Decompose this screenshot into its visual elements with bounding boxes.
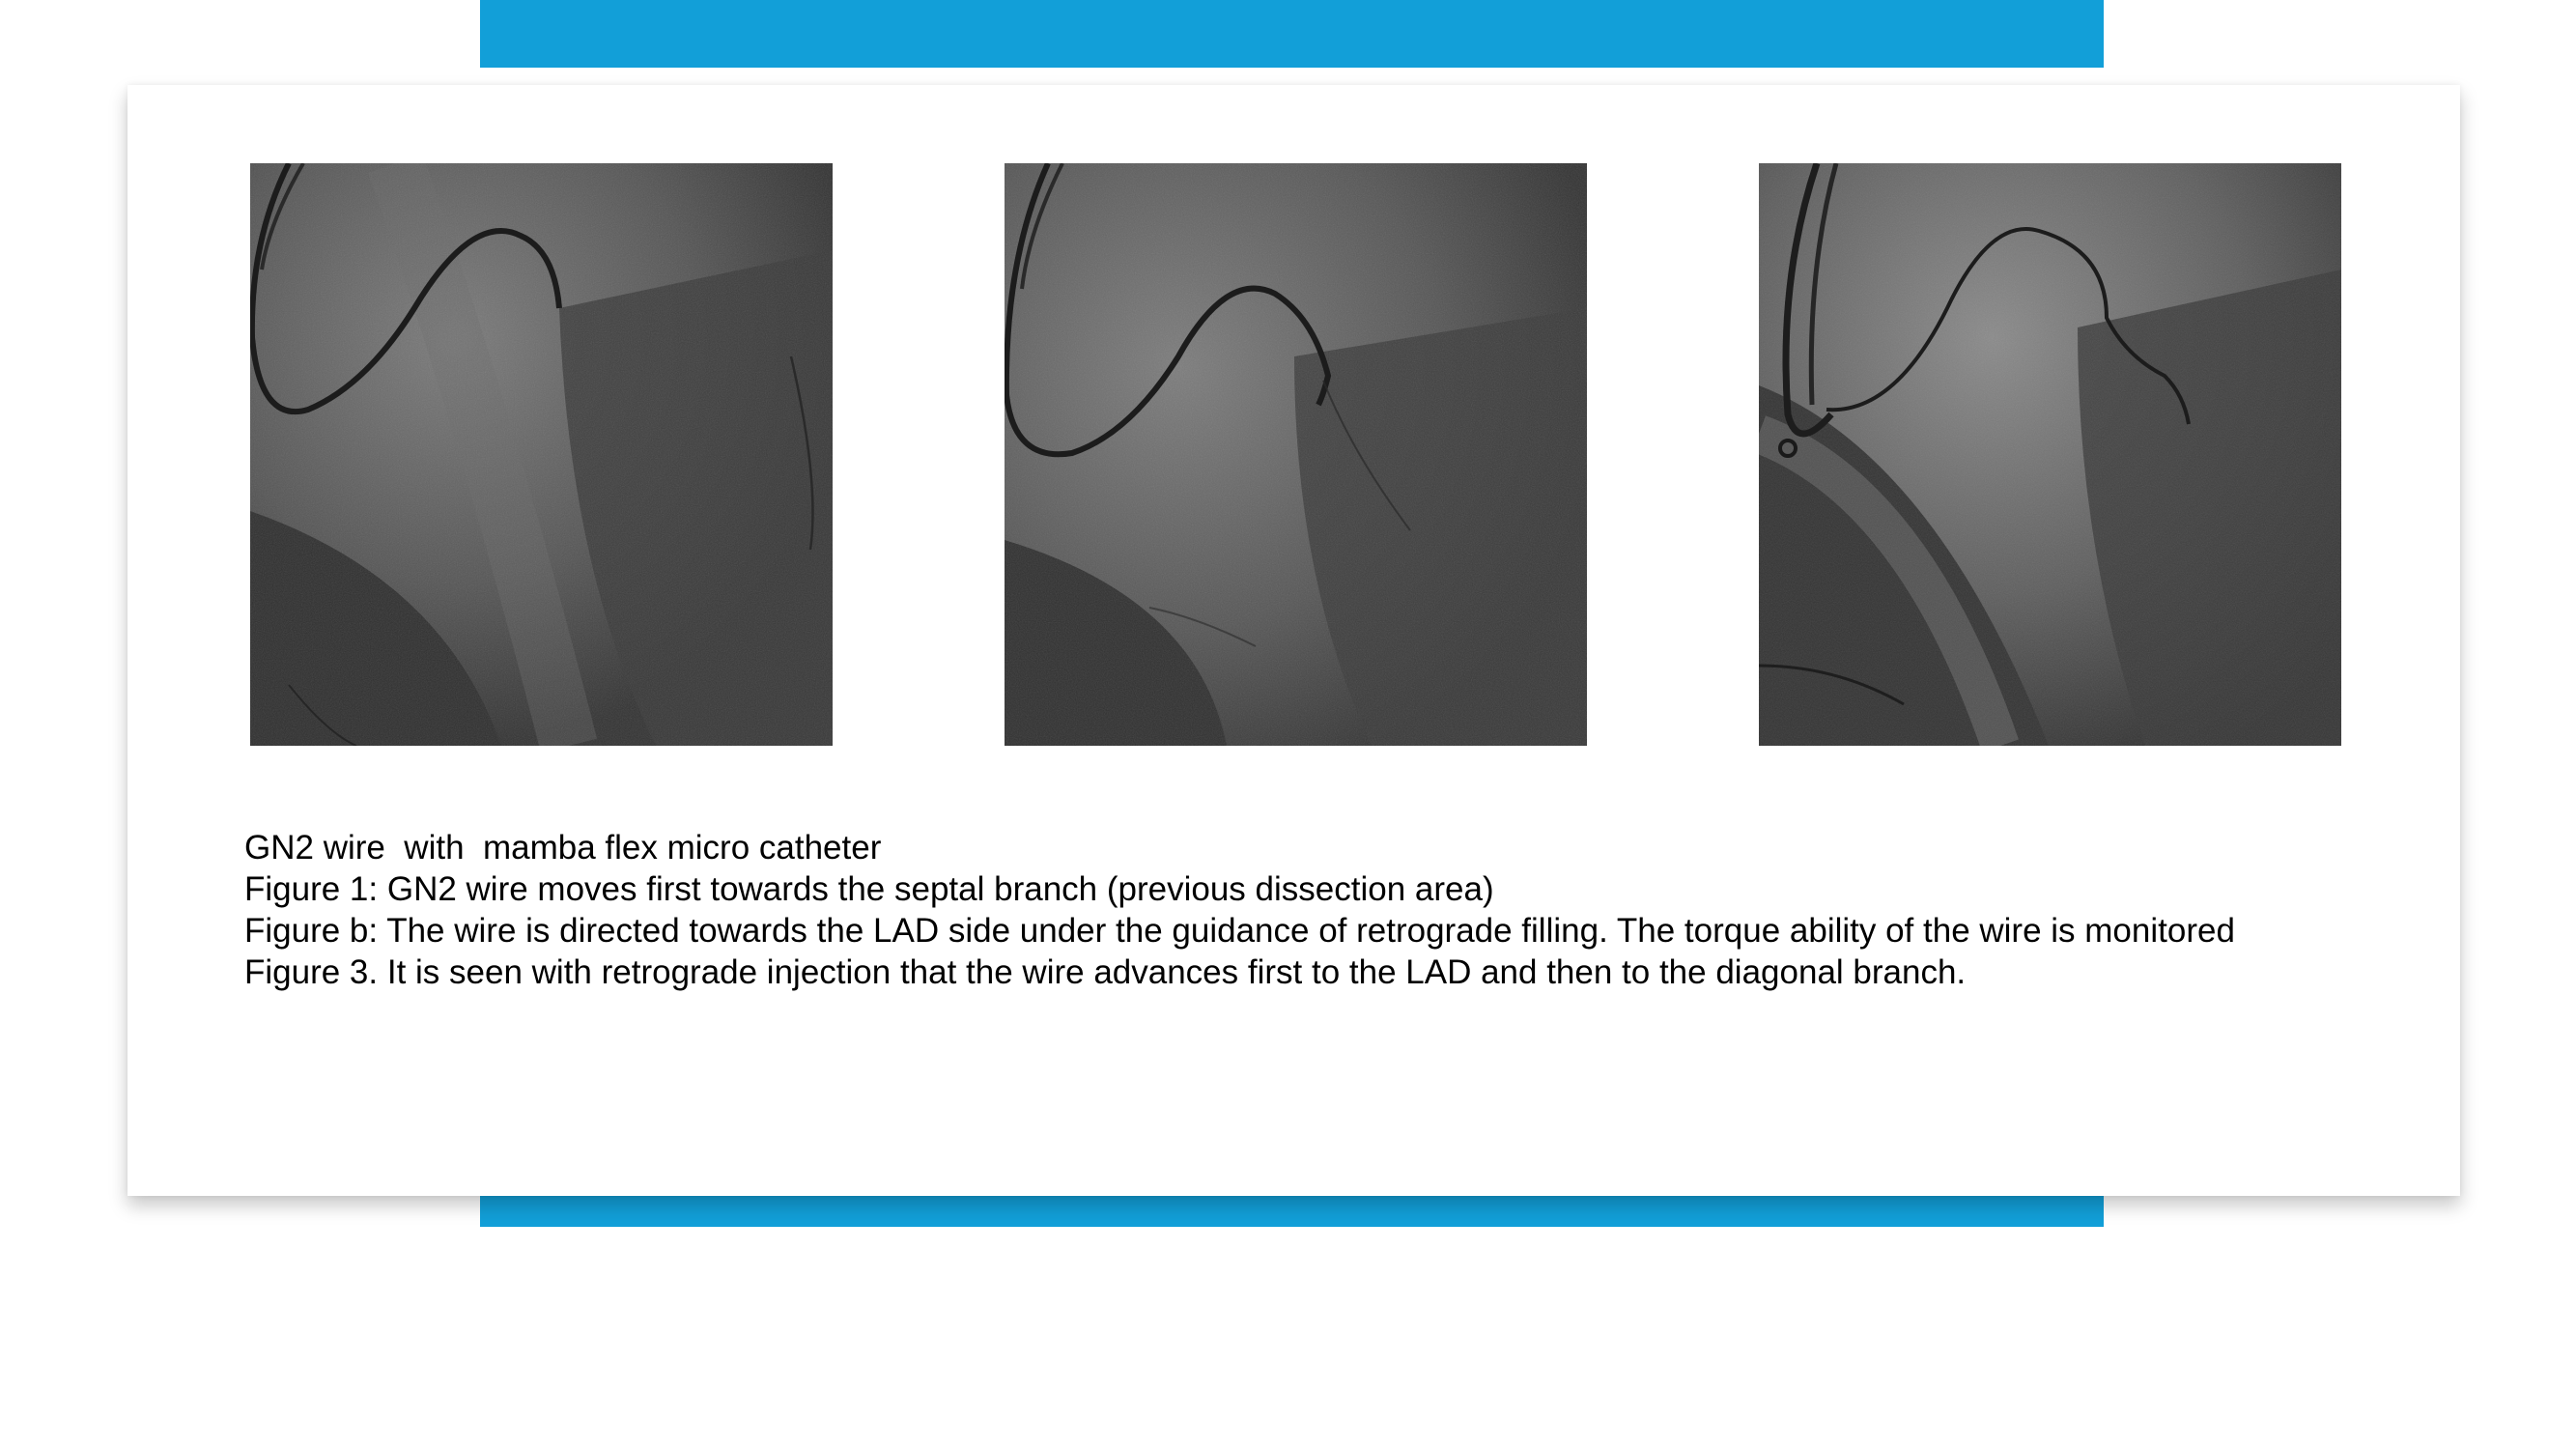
caption-line-1: GN2 wire with mamba flex micro catheter xyxy=(244,829,882,867)
caption-line-3: Figure b: The wire is directed towards the LAD side under the guidance of retrograde filling. The torque ability of the wire is monitored xyxy=(244,912,2235,950)
angiogram-figure-3 xyxy=(1759,163,2341,746)
caption-line-2: Figure 1: GN2 wire moves first towards the septal branch (previous dissection area) xyxy=(244,870,1494,908)
angiogram-figure-1 xyxy=(250,163,833,746)
content-card xyxy=(127,85,2460,1196)
angiogram-figure-2 xyxy=(1005,163,1587,746)
top-accent-bar xyxy=(480,0,2104,68)
bottom-accent-bar xyxy=(480,1193,2104,1227)
caption-line-4: Figure 3. It is seen with retrograde injection that the wire advances first to the LAD and then to the diagonal branch. xyxy=(244,953,1967,991)
figure-caption xyxy=(244,827,2369,993)
